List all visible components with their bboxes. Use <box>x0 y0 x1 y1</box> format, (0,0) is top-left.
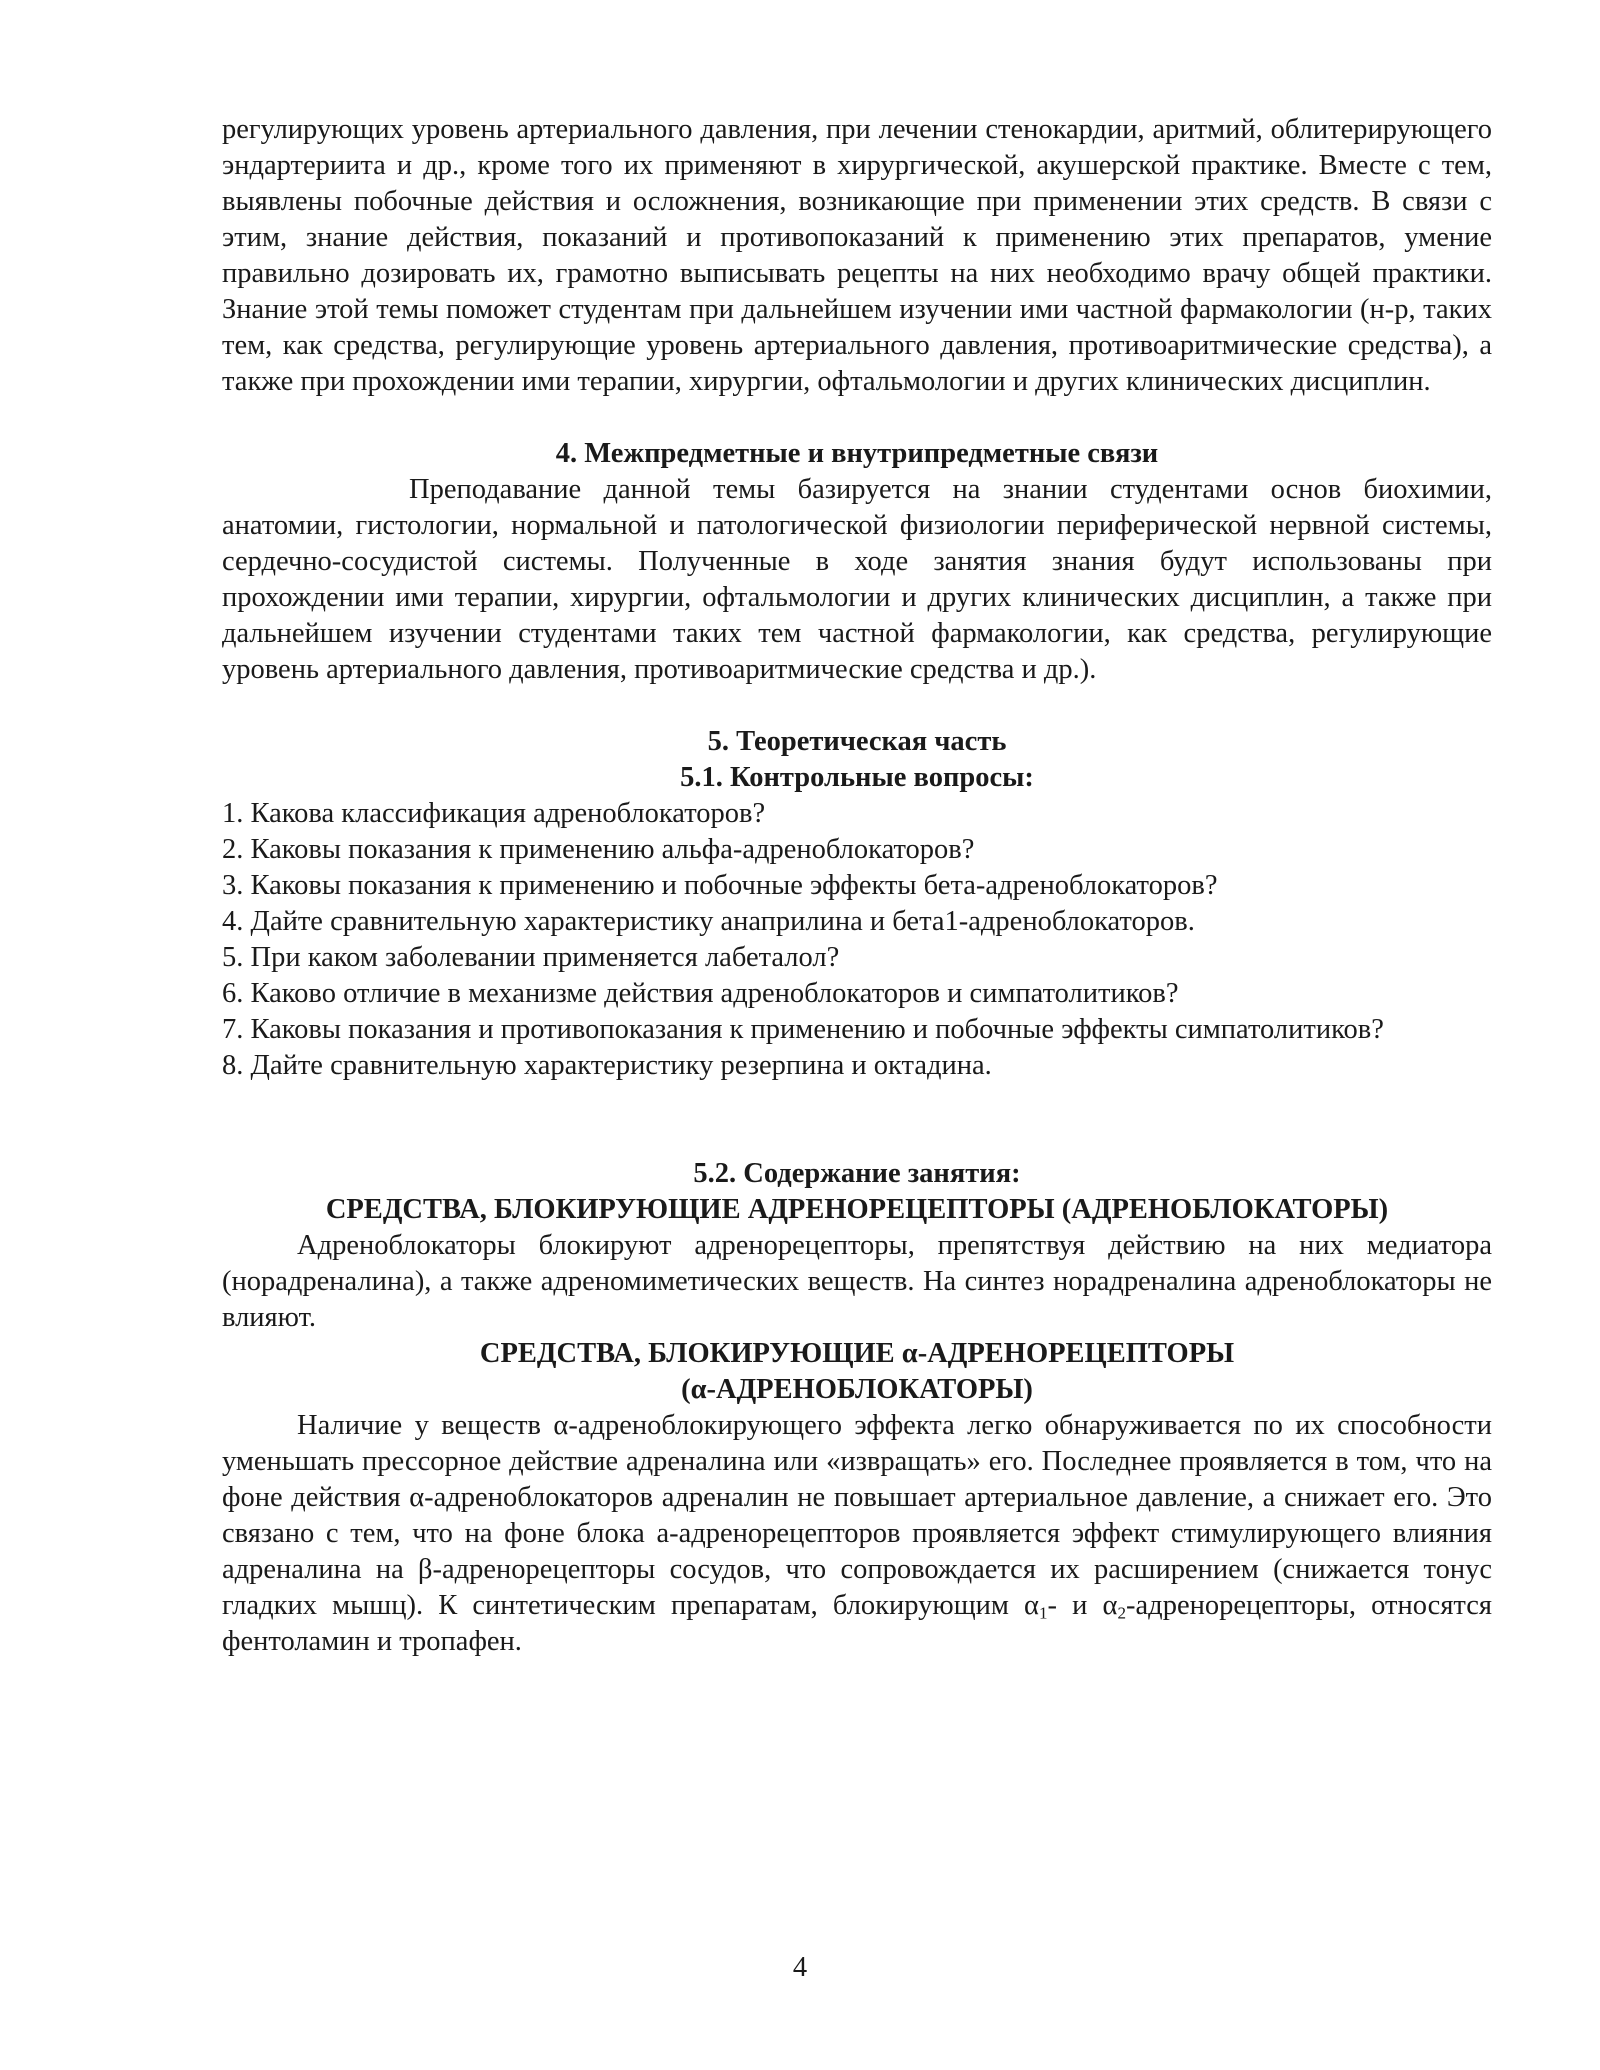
question-item: 8. Дайте сравнительную характеристику резерпина и октадина. <box>222 1050 992 1081</box>
adrenoblockers-paragraph: Адреноблокаторы блокируют адренорецепторы, препятствуя действию на них медиатора (норадреналина), а также адреномиметических веществ. На синтез норадреналина адреноблокаторы не влияют. <box>222 1230 1492 1333</box>
alpha-blockers-title-line1: СРЕДСТВА, БЛОКИРУЮЩИЕ α-АДРЕНОРЕЦЕПТОРЫ <box>479 1338 1235 1369</box>
alpha-paragraph-main: Наличие у веществ α-адреноблокирующего эффекта легко обнаруживается по их способности уменьшать прессорное действие адреналина или «извращать» его. Последнее проявляется в том, что на фоне действия α-адреноблокаторов адреналин не повышает артериальное давление, а снижает его. Это связано с тем, что на фоне блока а-адренорецепторов проявляется эффект стимулирующего влияния адреналина на β-адренорецепторы сосудов, что сопровождается их расширением (снижается тонус гладких мышц). К синтетическим препаратам, блокирующим α <box>222 1410 1492 1621</box>
section-4-paragraph: Преподавание данной темы базируется на знании студентами основ биохимии, анатомии, гистологии, нормальной и патологической физиологии периферической нервной системы, сердечно-сосудистой системы. Полученные в ходе занятия знания будут использованы при прохождении ими терапии, хирургии, офтальмологии и других клинических дисциплин, а также при дальнейшем изучении студентами таких тем частной фармакологии, как средства, регулирующие уровень артериального давления, противоаритмические средства и др.). <box>222 474 1492 685</box>
intro-paragraph: регулирующих уровень артериального давления, при лечении стенокардии, аритмий, облитерирующего эндартериита и др., кроме того их применяют в хирургической, акушерской практике. Вместе с тем, выявлены побочные действия и осложнения, возникающие при применении этих средств. В связи с этим, знание действия, показаний и противопоказаний к применению этих препаратов, умение правильно дозировать их, грамотно выписывать рецепты на них необходимо врачу общей практики. Знание этой темы поможет студентам при дальнейшем изучении ими частной фармакологии (н-р, таких тем, как средства, регулирующие уровень артериального давления, противоаритмические средства), а также при прохождении ими терапии, хирургии, офтальмологии и других клинических дисциплин. <box>222 114 1492 397</box>
question-item: 5. При каком заболевании применяется лабеталол? <box>222 942 840 973</box>
subscript-one: 1 <box>1039 1603 1048 1623</box>
section-5-2-heading: 5.2. Содержание занятия: <box>693 1158 1021 1189</box>
adrenoblockers-title: СРЕДСТВА, БЛОКИРУЮЩИЕ АДРЕНОРЕЦЕПТОРЫ (АДРЕНОБЛОКАТОРЫ) <box>325 1194 1389 1225</box>
question-item: 3. Каковы показания к применению и побочные эффекты бета-адреноблокаторов? <box>222 870 1218 901</box>
document-page <box>222 112 1492 1660</box>
section-5-heading: 5. Теоретическая часть <box>707 726 1007 757</box>
question-item: 6. Каково отличие в механизме действия адреноблокаторов и симпатолитиков? <box>222 978 1179 1009</box>
section-5-1-heading: 5.1. Контрольные вопросы: <box>680 762 1034 793</box>
spacer <box>222 400 1492 436</box>
question-item: 7. Каковы показания и противопоказания к применению и побочные эффекты симпатолитиков? <box>222 1014 1384 1045</box>
page-number: 4 <box>792 1952 808 1983</box>
alpha-paragraph-end: -адренорецепторы, относятся фентоламин и тропафен. <box>222 1590 1492 1657</box>
section-4-heading: 4. Межпредметные и внутрипредметные связи <box>555 438 1159 469</box>
alpha-paragraph-mid: - и α <box>1047 1590 1118 1621</box>
spacer <box>222 688 1492 724</box>
alpha-blockers-paragraph <box>222 1408 1492 1660</box>
question-item: 1. Какова классификация адреноблокаторов? <box>222 798 766 829</box>
question-item: 4. Дайте сравнительную характеристику анаприлина и бета1-адреноблокаторов. <box>222 906 1195 937</box>
spacer <box>222 1084 1492 1156</box>
question-item: 2. Каковы показания к применению альфа-адреноблокаторов? <box>222 834 975 865</box>
alpha-blockers-title-line2: (α-АДРЕНОБЛОКАТОРЫ) <box>681 1374 1033 1405</box>
control-questions-list <box>222 796 1492 1084</box>
subscript-two: 2 <box>1117 1603 1127 1623</box>
